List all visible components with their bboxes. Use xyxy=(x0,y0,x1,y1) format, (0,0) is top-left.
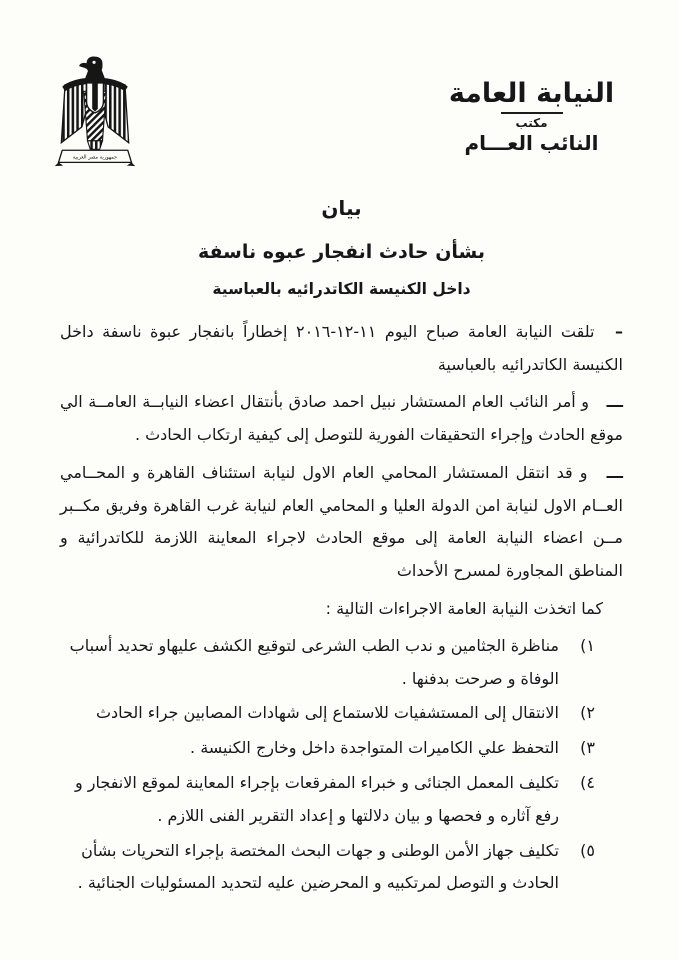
list-item xyxy=(60,697,595,730)
measures-intro: كما اتخذت النيابة العامة الاجراءات التالية : xyxy=(325,599,603,619)
paragraph-text: تلقت النيابة العامة صباح اليوم ١١-١٢-٢٠١٦ إخطاراً بانفجار عبوة ناسفة داخل الكنيسة الكاتدرائيه بالعباسية xyxy=(60,321,623,374)
logo-office-holder: النائب العـــام xyxy=(464,131,599,155)
paragraph-2 xyxy=(60,386,623,452)
statement-title: بيان xyxy=(321,196,362,220)
list-item-number: ٥) xyxy=(580,840,595,860)
list-item-text: الانتقال إلى المستشفيات للاستماع إلى شهادات المصابين جراء الحادث xyxy=(95,703,559,723)
paragraph-3 xyxy=(60,457,623,588)
list-item xyxy=(60,767,595,833)
paragraph-dash: ـــ xyxy=(606,462,624,482)
paragraph-text: و قد انتقل المستشار المحامي العام الاول لنيابة استئناف القاهرة و المحــامي العــام الاول لنيابة امن الدولة العليا و المحامي العام لنيابة غرب القاهرة وفريق مكــبر مــن اعضاء النيابة العامة إلى موقع الحادث لاجراء المعاينة اللازمة للكاتدرائية و المناطق المجاورة لمسرح الأحداث xyxy=(60,462,623,581)
list-item xyxy=(60,630,595,696)
logo-office-label: مكتب xyxy=(515,116,548,130)
paragraph-text: و أمر النائب العام المستشار نبيل احمد صادق بأنتقال اعضاء النيابــة العامــة الي موقع الحادث وإجراء التحقيقات الفورية للتوصل إلى كيفية ارتكاب الحادث . xyxy=(60,392,623,445)
list-item-number: ٤) xyxy=(580,773,595,793)
list-item xyxy=(60,835,595,901)
list-item-text: تكليف المعمل الجنائى و خبراء المفرقعات بإجراء المعاينة لموقع الانفجار و رفع آثاره و فحصها و بيان دلالتها و إعداد التقرير الفنى اللازم . xyxy=(74,773,559,825)
paragraph-dash: ـــ xyxy=(606,392,623,412)
letterhead xyxy=(0,0,679,168)
list-item-number: ١) xyxy=(580,635,595,655)
list-item-text: تكليف جهاز الأمن الوطنى و جهات البحث المختصة بإجراء التحريات بشأن الحادث و التوصل لمرتكبيه و المحرضين عليه لتحديد المسئوليات الجنائية . xyxy=(77,840,559,893)
list-item-number: ٣) xyxy=(580,738,595,758)
list-item-text: التحفظ علي الكاميرات المتواجدة داخل وخارج الكنيسة . xyxy=(190,738,559,758)
logo-divider xyxy=(501,112,563,114)
list-item-number: ٢) xyxy=(580,703,595,723)
emblem-banner-text: جمهورية مصر العربية xyxy=(72,154,118,161)
list-item xyxy=(60,732,595,765)
list-item-text: مناظرة الجثامين و ندب الطب الشرعى لتوقيع الكشف عليهاو تحديد أسباب الوفاة و صرحت بدفنها . xyxy=(69,635,559,688)
prosecution-letterhead-logo xyxy=(424,78,639,155)
logo-title: النيابة العامة xyxy=(448,78,615,109)
paragraph-dash: – xyxy=(615,321,624,341)
statement-subtitle-2: داخل الكنيسة الكاتدرائيه بالعباسية xyxy=(212,279,471,298)
egypt-eagle-emblem xyxy=(52,52,138,168)
statement-subtitle-1: بشأن حادث انفجار عبوه ناسفة xyxy=(197,241,486,263)
paragraph-1 xyxy=(60,316,623,382)
statement-body xyxy=(0,168,679,900)
eagle-of-saladin-icon xyxy=(52,52,138,168)
